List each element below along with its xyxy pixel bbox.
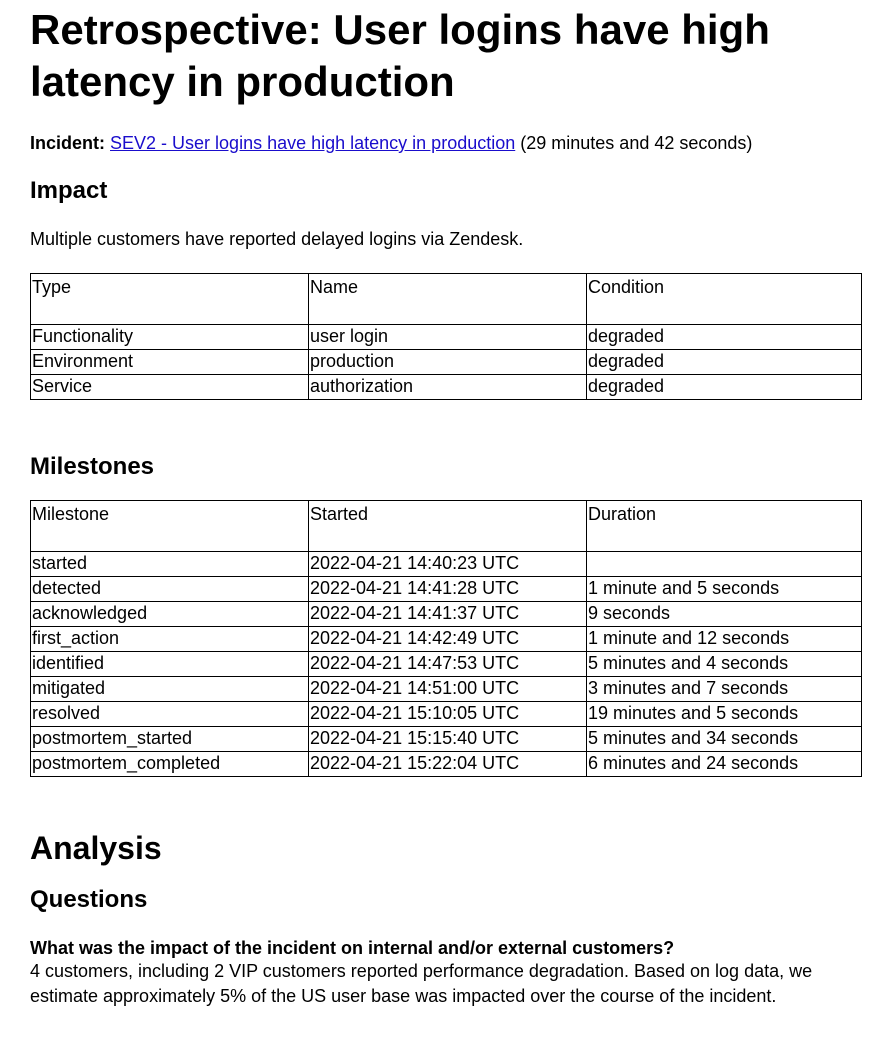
table-row [31, 627, 862, 652]
impact-condition-cell: degraded [587, 375, 862, 400]
impact-type-cell: Functionality [31, 325, 309, 350]
milestone-started-cell: 2022-04-21 15:15:40 UTC [309, 727, 587, 752]
table-row [31, 727, 862, 752]
milestone-started-cell: 2022-04-21 14:40:23 UTC [309, 552, 587, 577]
milestones-table [30, 500, 862, 777]
question-block [30, 937, 862, 1009]
table-row [31, 577, 862, 602]
milestone-started-cell: 2022-04-21 14:41:37 UTC [309, 602, 587, 627]
impact-type-cell: Service [31, 375, 309, 400]
impact-condition-cell: degraded [587, 350, 862, 375]
table-row [31, 677, 862, 702]
impact-table [30, 273, 862, 400]
column-header-name: Name [309, 274, 587, 325]
table-row [31, 752, 862, 777]
milestones-heading: Milestones [30, 453, 155, 480]
impact-description: Multiple customers have reported delayed logins via Zendesk. [30, 229, 524, 249]
milestone-started-cell: 2022-04-21 14:42:49 UTC [309, 627, 587, 652]
table-row [31, 652, 862, 677]
milestone-name-cell: identified [31, 652, 309, 677]
column-header-started: Started [309, 501, 587, 552]
milestone-duration-cell: 5 minutes and 34 seconds [587, 727, 862, 752]
impact-name-cell: user login [309, 325, 587, 350]
incident-duration: (29 minutes and 42 seconds) [520, 133, 753, 153]
table-header-row [31, 274, 862, 325]
impact-type-cell: Environment [31, 350, 309, 375]
impact-name-cell: authorization [309, 375, 587, 400]
impact-condition-cell: degraded [587, 325, 862, 350]
milestone-duration-cell: 9 seconds [587, 602, 862, 627]
table-row [31, 602, 862, 627]
page-title: Retrospective: User logins have high latency in production [30, 6, 770, 105]
table-header-row [31, 501, 862, 552]
milestone-started-cell: 2022-04-21 14:41:28 UTC [309, 577, 587, 602]
incident-link[interactable]: SEV2 - User logins have high latency in production [110, 133, 516, 153]
milestone-duration-cell: 19 minutes and 5 seconds [587, 702, 862, 727]
milestone-name-cell: resolved [31, 702, 309, 727]
incident-line [30, 132, 862, 154]
milestone-started-cell: 2022-04-21 14:51:00 UTC [309, 677, 587, 702]
milestone-duration-cell: 1 minute and 12 seconds [587, 627, 862, 652]
table-row [31, 325, 862, 350]
milestone-started-cell: 2022-04-21 15:22:04 UTC [309, 752, 587, 777]
questions-heading: Questions [30, 886, 148, 913]
impact-name-cell: production [309, 350, 587, 375]
column-header-condition: Condition [587, 274, 862, 325]
column-header-type: Type [31, 274, 309, 325]
milestone-name-cell: mitigated [31, 677, 309, 702]
milestone-duration-cell: 3 minutes and 7 seconds [587, 677, 862, 702]
milestone-duration-cell: 5 minutes and 4 seconds [587, 652, 862, 677]
table-row [31, 702, 862, 727]
milestone-started-cell: 2022-04-21 14:47:53 UTC [309, 652, 587, 677]
milestone-name-cell: postmortem_started [31, 727, 309, 752]
milestone-name-cell: postmortem_completed [31, 752, 309, 777]
milestone-started-cell: 2022-04-21 15:10:05 UTC [309, 702, 587, 727]
retrospective-document [30, 0, 862, 1009]
incident-label: Incident: [30, 133, 105, 153]
milestone-name-cell: acknowledged [31, 602, 309, 627]
milestone-name-cell: detected [31, 577, 309, 602]
table-row [31, 375, 862, 400]
column-header-milestone: Milestone [31, 501, 309, 552]
milestone-duration-cell [587, 552, 862, 577]
analysis-heading: Analysis [30, 830, 162, 866]
milestone-duration-cell: 6 minutes and 24 seconds [587, 752, 862, 777]
column-header-duration: Duration [587, 501, 862, 552]
impact-heading: Impact [30, 177, 108, 204]
milestone-name-cell: started [31, 552, 309, 577]
milestone-duration-cell: 1 minute and 5 seconds [587, 577, 862, 602]
table-row [31, 552, 862, 577]
question-title: What was the impact of the incident on internal and/or external customers? [30, 938, 675, 958]
question-answer: 4 customers, including 2 VIP customers reported performance degradation. Based on log data, we estimate approximately 5% of the US user base was impacted over the course of the incident. [30, 961, 813, 1006]
milestone-name-cell: first_action [31, 627, 309, 652]
table-row [31, 350, 862, 375]
